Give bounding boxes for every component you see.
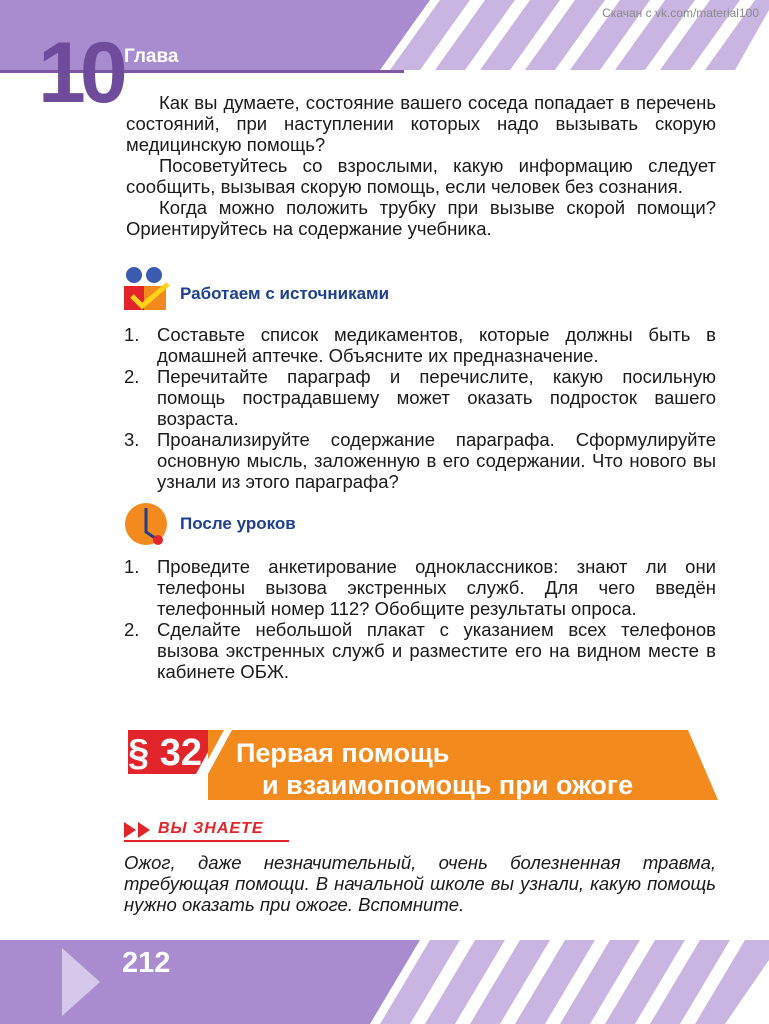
after-lessons-title: После уроков xyxy=(180,514,296,533)
sources-task-list xyxy=(124,324,716,492)
paragraph-symbol: § xyxy=(128,732,150,774)
did-you-know-rule xyxy=(124,840,289,842)
intro-paragraph: Как вы думаете, состояние вашего соседа попадает в перечень состояний, при наступлении которых надо вызывать скорую медицинскую помощь? xyxy=(126,92,716,155)
intro-paragraph: Когда можно положить трубку при вызыве скорой помощи? Ориентируйтесь на содержание учебника. xyxy=(126,197,716,239)
list-item xyxy=(124,556,716,619)
list-item xyxy=(124,324,716,366)
source-note: Скачан с vk.com/material100 xyxy=(602,6,759,20)
footer-band xyxy=(0,940,769,1024)
paragraph-title-line-1: Первая помощь xyxy=(236,738,450,768)
list-item xyxy=(124,429,716,492)
list-item-text: Перечитайте параграф и перечислите, какую посильную помощь пострадавшему может оказать подросток вашего возраста. xyxy=(157,366,716,429)
list-item-text: Проведите анкетирование одноклассников: знают ли они телефоны вызова экстренных служб. Для чего введён телефонный номер 112? Обобщите результаты опроса. xyxy=(157,556,716,619)
paragraph-title xyxy=(236,737,633,801)
chapter-label: Глава xyxy=(124,46,179,67)
chapter-number: 10 xyxy=(38,25,122,121)
list-item-number: 3. xyxy=(124,429,140,450)
list-item-text: Сделайте небольшой плакат с указанием всех телефонов вызова экстренных служб и разместите его на видном месте в кабинете ОБЖ. xyxy=(157,619,716,682)
paragraph-title-line-2: и взаимопомощь при ожоге xyxy=(262,770,634,800)
paragraph-number-value: 32 xyxy=(159,732,202,774)
list-item-number: 1. xyxy=(124,324,140,345)
clock-icon xyxy=(124,502,172,548)
double-arrow-icon xyxy=(124,822,154,838)
list-item-text: Составьте список медикаментов, которые должны быть в домашней аптечке. Объясните их предназначение. xyxy=(157,324,716,366)
did-you-know-text: Ожог, даже незначительный, очень болезненная травма, требующая помощи. В начальной школе вы узнали, какую помощь нужно оказать при ожоге. Вспомните. xyxy=(124,852,716,915)
page-number: 212 xyxy=(122,947,171,979)
list-item-number: 2. xyxy=(124,366,140,387)
list-item-text: Проанализируйте содержание параграфа. Сформулируйте основную мысль, заложенную в его содержании. Что нового вы узнали из этого параграфа? xyxy=(157,429,716,492)
did-you-know-label: ВЫ ЗНАЕТЕ xyxy=(158,820,264,837)
paragraph-number xyxy=(128,732,202,775)
list-item xyxy=(124,366,716,429)
intro-paragraph: Посоветуйтесь со взрослыми, какую информацию следует сообщить, вызывая скорую помощь, если человек без сознания. xyxy=(126,155,716,197)
list-item-number: 1. xyxy=(124,556,140,577)
sources-section-title: Работаем с источниками xyxy=(180,284,390,303)
list-item-number: 2. xyxy=(124,619,140,640)
people-checkmark-icon xyxy=(122,266,172,312)
after-lessons-task-list xyxy=(124,556,716,682)
list-item xyxy=(124,619,716,682)
intro-questions xyxy=(126,92,716,239)
